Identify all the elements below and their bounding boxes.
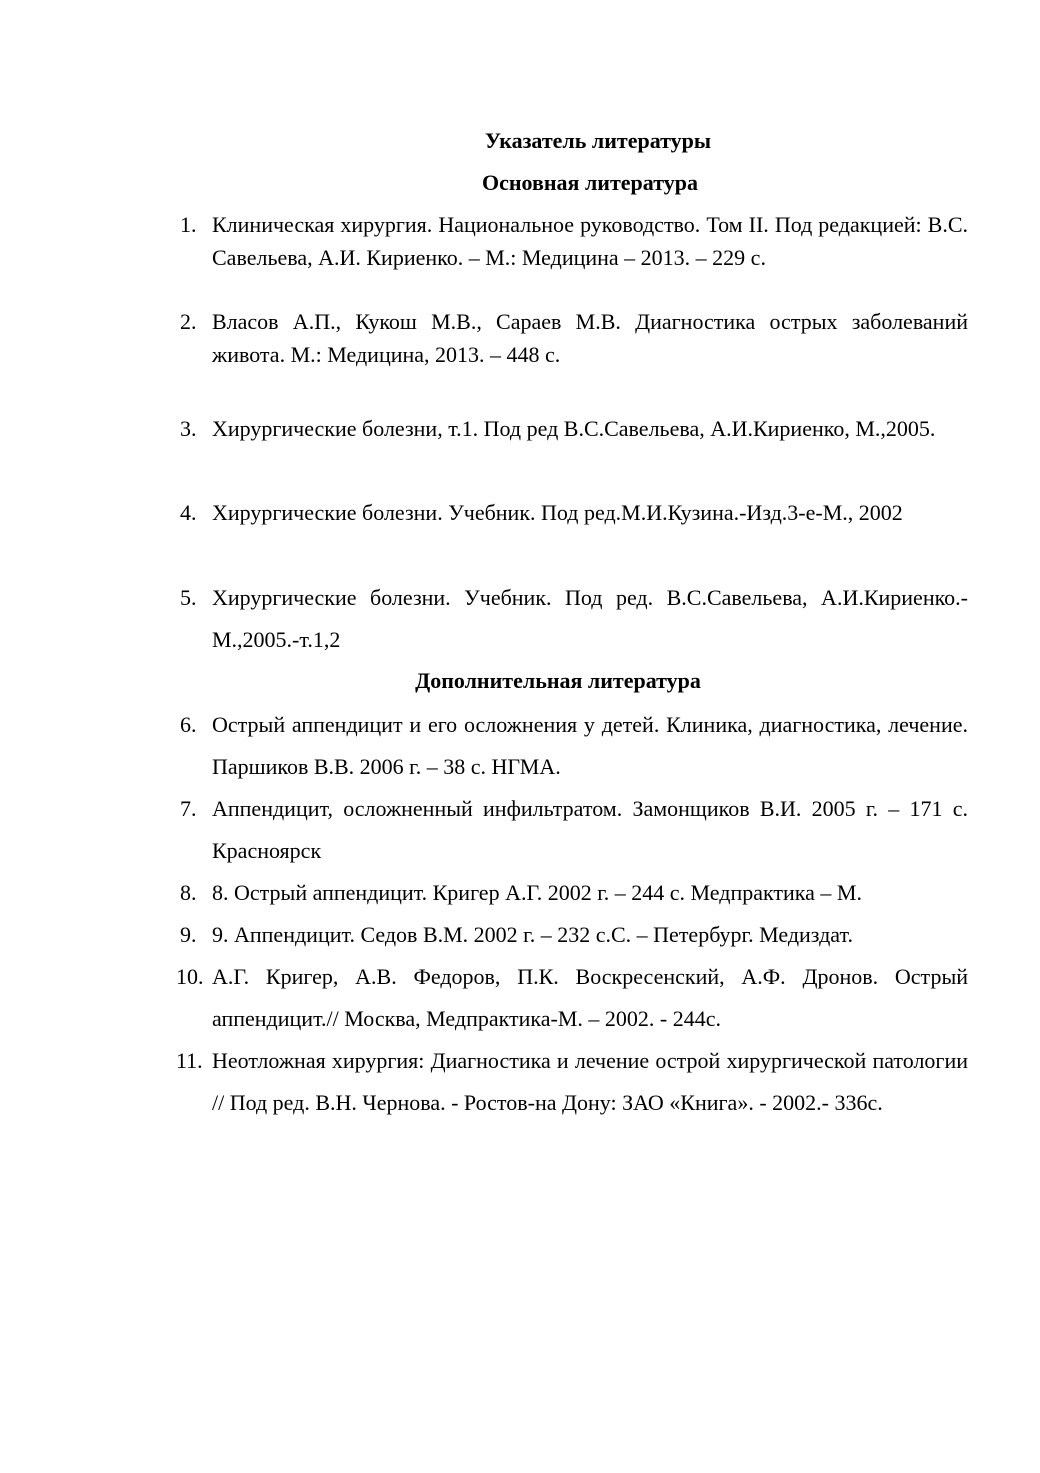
item-text: А.Г. Кригер, А.В. Федоров, П.К. Воскресенский, А.Ф. Дронов. Острый аппендицит.// Москва, Медпрактика-М. – 2002. - 244с.: [212, 964, 968, 1031]
item-text: Хирургические болезни. Учебник. Под ред. В.С.Савельева, А.И.Кириенко.-М.,2005.-т.1,2: [212, 585, 968, 652]
item-text: Клиническая хирургия. Национальное руководство. Том II. Под редакцией: В.С. Савельева, А.И. Кириенко. – М.: Медицина – 2013. – 229 с.: [212, 212, 968, 270]
item-number: 2.: [180, 309, 197, 334]
item-text: 8. Острый аппендицит. Кригер А.Г. 2002 г. – 244 с. Медпрактика – М.: [212, 880, 862, 905]
item-text: Неотложная хирургия: Диагностика и лечение острой хирургической патологии // Под ред. В.Н. Чернова. - Ростов-на Дону: ЗАО «Книга». - 2002.- 336с.: [212, 1048, 968, 1115]
item-number: 4.: [180, 500, 197, 525]
item-text: Хирургические болезни. Учебник. Под ред.М.И.Кузина.-Изд.3-е-М., 2002: [212, 500, 903, 525]
item-text: Хирургические болезни, т.1. Под ред В.С.Савельева, А.И.Кириенко, М.,2005.: [212, 416, 936, 441]
item-number: 7.: [180, 796, 197, 821]
item-text: Аппендицит, осложненный инфильтратом. Замонщиков В.И. 2005 г. – 171 с. Красноярск: [212, 796, 968, 863]
item-number: 5.: [180, 585, 197, 610]
item-number: 1.: [180, 212, 197, 237]
item-text: Власов А.П., Кукош М.В., Сараев М.В. Диагностика острых заболеваний живота. М.: Медицина, 2013. – 448 с.: [212, 309, 968, 367]
item-number: 10.: [176, 964, 204, 989]
item-text: Острый аппендицит и его осложнения у детей. Клиника, диагностика, лечение. Паршиков В.В. 2006 г. – 38 с. НГМА.: [212, 712, 968, 779]
item-number: 3.: [180, 416, 197, 441]
item-number: 6.: [180, 712, 197, 737]
page-title: Указатель литературы: [484, 128, 712, 153]
item-number: 8.: [180, 880, 197, 905]
item-text: 9. Аппендицит. Седов В.М. 2002 г. – 232 с.С. – Петербург. Медиздат.: [212, 922, 853, 947]
section-heading-extra: Дополнительная литература: [415, 668, 701, 693]
item-number: 11.: [176, 1048, 203, 1073]
section-heading-basic: Основная литература: [482, 170, 698, 195]
item-number: 9.: [180, 922, 197, 947]
